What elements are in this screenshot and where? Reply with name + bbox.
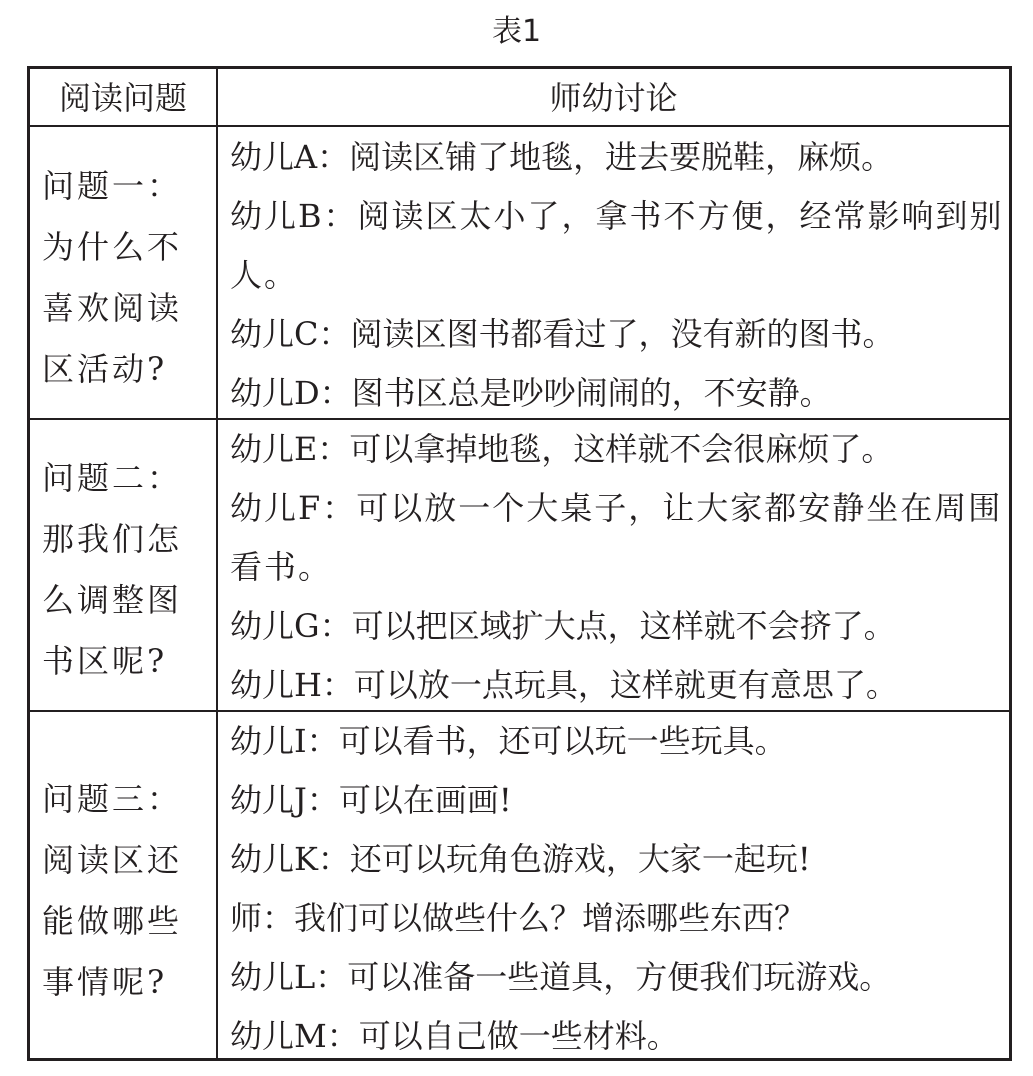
discussion-line: 幼儿I：可以看书，还可以玩一些玩具。	[230, 722, 787, 760]
question-cell: 问题一：为什么不喜欢阅读区活动?	[42, 167, 183, 388]
discussion-line: 幼儿K：还可以玩角色游戏，大家一起玩!	[230, 840, 811, 878]
discussion-line: 幼儿G：可以把区域扩大点，这样就不会挤了。	[230, 607, 896, 645]
discussion-line: 幼儿J：可以在画画!	[230, 781, 512, 819]
discussion-line: 幼儿M：可以自己做一些材料。	[230, 1017, 679, 1055]
header-question: 阅读问题	[58, 79, 187, 117]
discussion-line: 师：我们可以做些什么？增添哪些东西？	[230, 899, 807, 937]
discussion-table	[27, 66, 1012, 1061]
table-title: 表1	[491, 14, 542, 49]
discussion-line: 幼儿D：图书区总是吵吵闹闹的，不安静。	[230, 374, 832, 412]
question-cell: 问题二：那我们怎么调整图书区呢?	[42, 459, 183, 680]
discussion-line: 幼儿C：阅读区图书都看过了，没有新的图书。	[230, 315, 895, 353]
discussion-line: 幼儿L：可以准备一些道具，方便我们玩游戏。	[230, 958, 892, 996]
column-divider	[216, 69, 218, 1058]
discussion-cell	[230, 420, 1012, 715]
discussion-line: 幼儿F：可以放一个大桌子，让大家都安静坐在周围看书。	[230, 489, 1003, 586]
discussion-line: 幼儿B：阅读区太小了，拿书不方便，经常影响到别人。	[230, 197, 1004, 294]
header-discussion: 师幼讨论	[549, 79, 678, 117]
discussion-cell	[230, 128, 1012, 423]
discussion-cell	[230, 712, 1012, 1066]
discussion-line: 幼儿A：阅读区铺了地毯，进去要脱鞋，麻烦。	[230, 138, 894, 176]
question-cell: 问题三：阅读区还能做哪些事情呢?	[42, 780, 183, 1001]
discussion-line: 幼儿E：可以拿掉地毯，这样就不会很麻烦了。	[230, 430, 894, 468]
discussion-line: 幼儿H：可以放一点玩具，这样就更有意思了。	[230, 666, 898, 704]
